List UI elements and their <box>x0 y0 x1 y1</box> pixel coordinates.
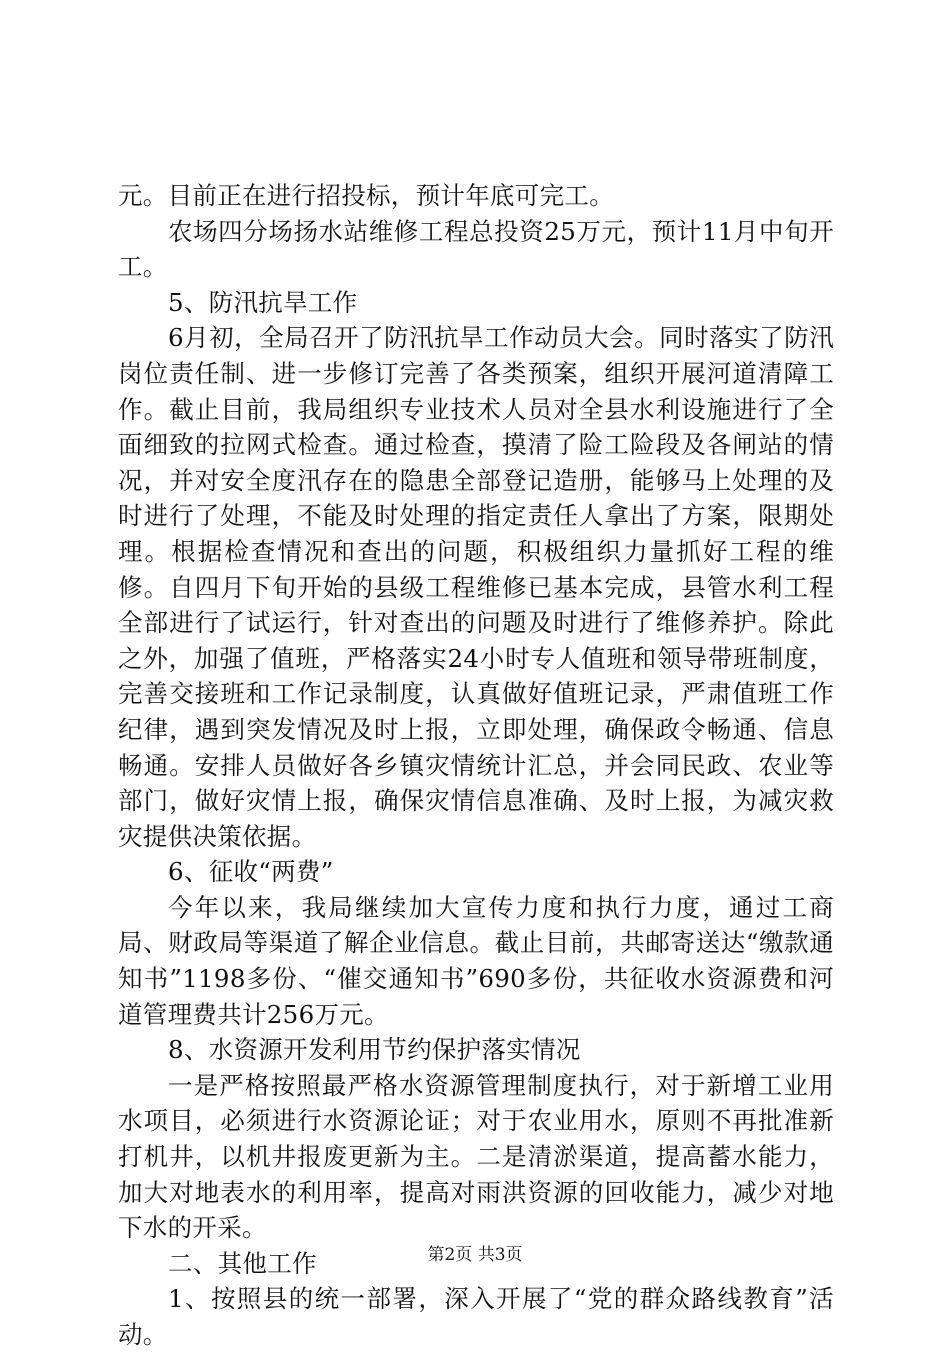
paragraph-water-resources: 一是严格按照最严格水资源管理制度执行，对于新增工业用水项目，必须进行水资源论证；对于农业用水，原则不再批准新打机井，以机井报废更新为主。二是清淤渠道，提高蓄水能力，加大对地表水的利用率，提高对雨洪资源的回收能力，减少对地下水的开采。 <box>118 1070 834 1243</box>
heading-flood-drought: 5、防汛抗旱工作 <box>168 287 358 317</box>
paragraph-pumping-station: 农场四分场扬水站维修工程总投资25万元，预计11月中旬开工。 <box>118 216 834 282</box>
heading-water-resources: 8、水资源开发利用节约保护落实情况 <box>168 1035 581 1065</box>
heading-two-fees: 6、征收“两费” <box>168 857 334 887</box>
heading-other-work: 二、其他工作 <box>168 1248 317 1278</box>
paragraph-continuation: 元。目前正在进行招投标，预计年底可完工。 <box>118 181 614 210</box>
page-number-footer: 第2页 共3页 <box>427 1245 523 1265</box>
paragraph-other-work: 1、按照县的统一部署，深入开展了“党的群众路线教育”活动。 <box>118 1284 834 1349</box>
document-body <box>118 178 834 1353</box>
paragraph-flood-drought: 6月初，全局召开了防汛抗旱工作动员大会。同时落实了防汛岗位责任制、进一步修订完善了各类预案，组织开展河道清障工作。截止目前，我局组织专业技术人员对全县水利设施进行了全面细致的拉网式检查。通过检查，摸清了险工险段及各闸站的情况，并对安全度汛存在的隐患全部登记造册，能够马上处理的及时进行了处理，不能及时处理的指定责任人拿出了方案，限期处理。根据检查情况和查出的问题，积极组织力量抓好工程的维修。自四月下旬开始的县级工程维修已基本完成，县管水利工程全部进行了试运行，针对查出的问题及时进行了维修养护。除此之外，加强了值班，严格落实24小时专人值班和领导带班制度，完善交接班和工作记录制度，认真做好值班记录，严肃值班工作纪律，遇到突发情况及时上报，立即处理，确保政令畅通、信息畅通。安排人员做好各乡镇灾情统计汇总，并会同民政、农业等部门，做好灾情上报，确保灾情信息准确、及时上报，为减灾救灾提供决策依据。 <box>118 323 834 851</box>
paragraph-two-fees: 今年以来，我局继续加大宣传力度和执行力度，通过工商局、财政局等渠道了解企业信息。截止目前，共邮寄送达“缴款通知书”1198多份、“催交通知书”690多份，共征收水资源费和河道管理费共计256万元。 <box>118 892 834 1029</box>
